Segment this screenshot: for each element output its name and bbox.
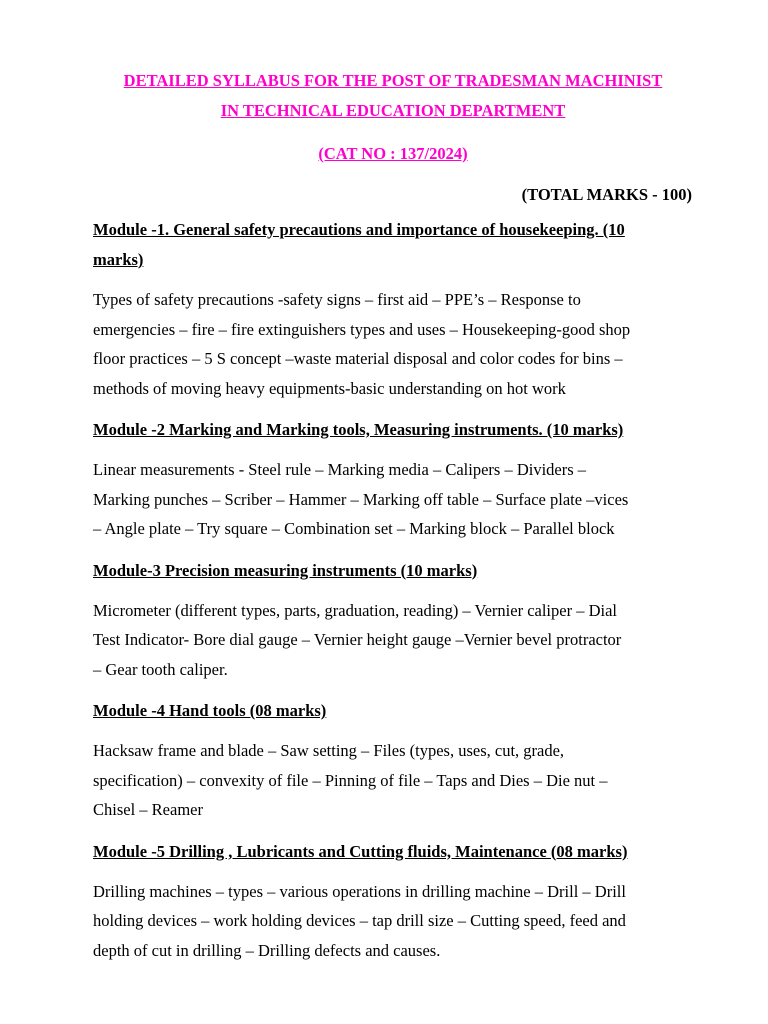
document-page <box>93 66 693 965</box>
module-3-line-1: Micrometer (different types, parts, graduation, reading) – Vernier caliper – Dial <box>93 600 617 620</box>
module-5-line-1: Drilling machines – types – various operations in drilling machine – Drill – Drill <box>93 881 626 901</box>
module-5-line-3: depth of cut in drilling – Drilling defects and causes. <box>93 940 441 960</box>
module-1-heading-line-1: Module -1. General safety precautions and importance of housekeeping. (10 <box>93 220 625 239</box>
module-3-content <box>93 596 693 685</box>
module-1-line-4: methods of moving heavy equipments-basic understanding on hot work <box>93 378 566 398</box>
total-marks: (TOTAL MARKS - 100) <box>521 185 692 204</box>
module-5-line-2: holding devices – work holding devices – tap drill size – Cutting speed, feed and <box>93 911 626 930</box>
module-1-heading-line-2: marks) <box>93 250 144 269</box>
module-4-line-2: specification) – convexity of file – Pinning of file – Taps and Dies – Die nut – <box>93 770 608 790</box>
module-2-heading: Module -2 Marking and Marking tools, Measuring instruments. (10 marks) <box>93 420 624 439</box>
module-2-content <box>93 455 693 544</box>
module-4-heading: Module -4 Hand tools (08 marks) <box>93 701 327 720</box>
module-3-heading: Module-3 Precision measuring instruments (10 marks) <box>93 560 478 580</box>
module-1-heading <box>93 215 693 275</box>
module-3-line-3: – Gear tooth caliper. <box>93 659 228 679</box>
module-5 <box>93 837 693 966</box>
module-1-line-2: emergencies – fire – fire extinguishers types and uses – Housekeeping-good shop <box>93 319 631 339</box>
module-5-heading: Module -5 Drilling , Lubricants and Cutting fluids, Maintenance (08 marks) <box>93 841 628 861</box>
module-4-content <box>93 736 693 825</box>
category-number: (CAT NO : 137/2024) <box>318 144 468 163</box>
module-1-line-3: floor practices – 5 S concept –waste material disposal and color codes for bins – <box>93 349 623 368</box>
document-title-line-1: DETAILED SYLLABUS FOR THE POST OF TRADESMAN MACHINIST <box>123 71 663 90</box>
module-2-line-2: Marking punches – Scriber – Hammer – Marking off table – Surface plate –vices <box>93 489 629 509</box>
module-2-line-1: Linear measurements - Steel rule – Marking media – Calipers – Dividers – <box>93 460 587 479</box>
module-4-line-3: Chisel – Reamer <box>93 800 203 819</box>
module-2 <box>93 415 693 544</box>
module-3-line-2: Test Indicator- Bore dial gauge – Vernier height gauge –Vernier bevel protractor <box>93 630 622 649</box>
module-4 <box>93 696 693 825</box>
module-1 <box>93 215 693 403</box>
module-1-line-1: Types of safety precautions -safety signs – first aid – PPE’s – Response to <box>93 290 581 309</box>
module-3 <box>93 556 693 685</box>
module-4-line-1: Hacksaw frame and blade – Saw setting – Files (types, uses, cut, grade, <box>93 741 565 760</box>
module-5-content <box>93 877 693 966</box>
document-title-line-2: IN TECHNICAL EDUCATION DEPARTMENT <box>220 101 566 120</box>
module-2-line-3: – Angle plate – Try square – Combination set – Marking block – Parallel block <box>93 519 615 538</box>
module-1-content <box>93 285 693 403</box>
